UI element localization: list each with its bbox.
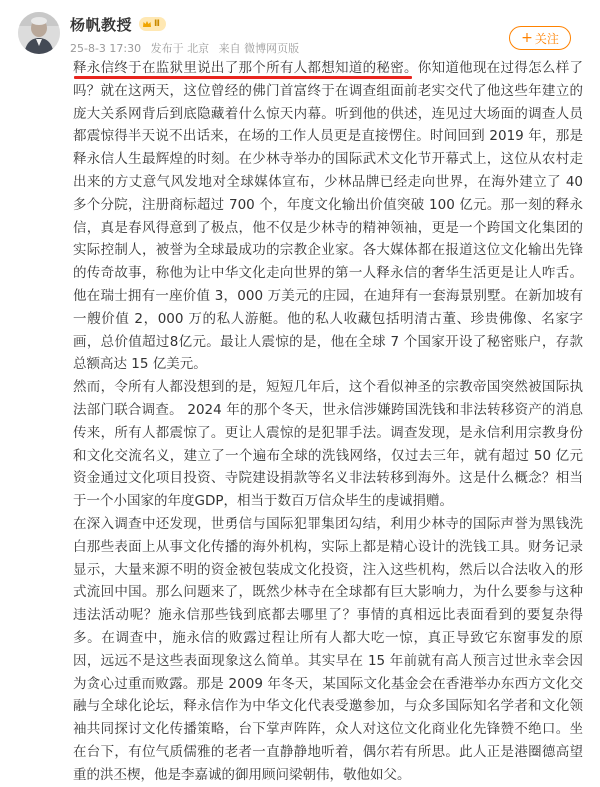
post-location: 发布于 北京 xyxy=(150,42,210,55)
author-name[interactable]: 杨帆教授 xyxy=(70,15,133,34)
avatar-image xyxy=(18,12,60,54)
vip-badge[interactable] xyxy=(139,17,166,31)
author-row xyxy=(70,14,166,34)
post-time[interactable]: 25-8-3 17:30 xyxy=(70,42,142,55)
post-content xyxy=(73,57,583,787)
crown-icon xyxy=(142,19,152,29)
plus-icon: + xyxy=(521,30,533,46)
highlighted-sentence: 释永信终于在监狱里说出了那个所有人都想知道的秘密。 xyxy=(73,60,418,76)
post-client: 来自 微博网页版 xyxy=(218,42,300,55)
vip-level: Ⅱ xyxy=(154,19,160,29)
follow-label: 关注 xyxy=(534,31,559,46)
post-meta xyxy=(70,40,305,56)
post-paragraph-3: 在深入调查中还发现，世勇信与国际犯罪集团勾结，利用少林寺的国际声誉为黑钱洗白那些表面上从事文化传播的海外机构，实际上都是精心设计的洗钱工具。财务记录显示，大量来源不明的资金被包装成文化投资，注入这些机构，然后以合法收入的形式流回中国。那么问题来了，既然少林寺在全球都有巨大影响力，为什么要参与这种违法活动呢？施永信那些钱到底都去哪里了？事情的真相远比表面看到的要复杂得多。在调查中，施永信的败露过程让所有人都大吃一惊，真正导致它东窗事发的原因，远远不是这些表面现象这么简单。其实早在 15 年前就有高人预言过世永幸会因为贪心过重而败露。那是 2009 年冬天，某国际文化基金会在香港举办东西方文化交融与全球化论坛，释永信作为中华文化代表受邀参加，与众多国际知名学者和文化领袖共同探讨文化传播策略，台下掌声阵阵，众人对这位文化商业化先锋赞不绝口。坐在台下，有位气质儒雅的老者一直静静地听着，偶尔若有所思。此人正是港圈德高望重的洪丕楔，他是李嘉诚的御用顾问梁朝伟，敬他如父。 xyxy=(73,515,583,783)
post-paragraph-1 xyxy=(73,57,583,376)
follow-button[interactable] xyxy=(509,26,571,50)
avatar[interactable] xyxy=(18,12,60,54)
post-paragraph-2: 然而，令所有人都没想到的是，短短几年后，这个看似神圣的宗教帝国突然被国际执法部门联合调查。 2024 年的那个冬天，世永信涉嫌跨国洗钱和非法转移资产的消息传来，所有人都震惊了。更让人震惊的是犯罪手法。调查发现，是永信利用宗教身份和文化交流名义，建立了一个遍布全球的洗钱网络，仅过去三年，就有超过 50 亿元资金通过文化项目投资、寺院建设捐款等名义非法转移到海外。这是什么概念？相当于一个小国家的年度GDP，相当于数百万信众毕生的虔诚捐赠。 xyxy=(73,379,583,510)
paragraph-text: 你知道他现在过得怎么样了吗？就在这两天，这位曾经的佛门首富终于在调查组面前老实交代了他这些年建立的庞大关系网背后到底隐藏着什么惊天内幕。听到他的供述，连见过大场面的调查人员都震惊得半天说不出话来，在场的工作人员更是直接愣住。时间回到 2019 年，那是释永信人生最辉煌的时刻。在少林寺举办的国际武术文化节开幕式上，这位从农村走出来的方丈意气风发地对全球媒体宣布，少林品牌已经走向世界，在海外建立了 40 多个分院，注册商标超过 700 个，年度文化输出价值突破 100 亿元。那一刻的释永信，真是春风得意到了极点，他不仅是少林寺的精神领袖，更是一个跨国文化集团的实际控制人，被誉为全球最成功的宗教企业家。各大媒体都在报道这位文化输出先锋的传奇故事，称他为让中华文化走向世界的第一人释永信的奢华生活更是让人咋舌。他在瑞士拥有一座价值 3，000 万美元的庄园，在迪拜有一套海景别墅。在新加坡有一艘价值 2，000 万的私人游艇。他的私人收藏包括明清古董、珍贵佛像、名家字画，总价值超过8亿元。最让人震惊的是，他在全球 7 个国家开设了秘密账户，存款总额高达 15 亿美元。 xyxy=(73,60,584,373)
